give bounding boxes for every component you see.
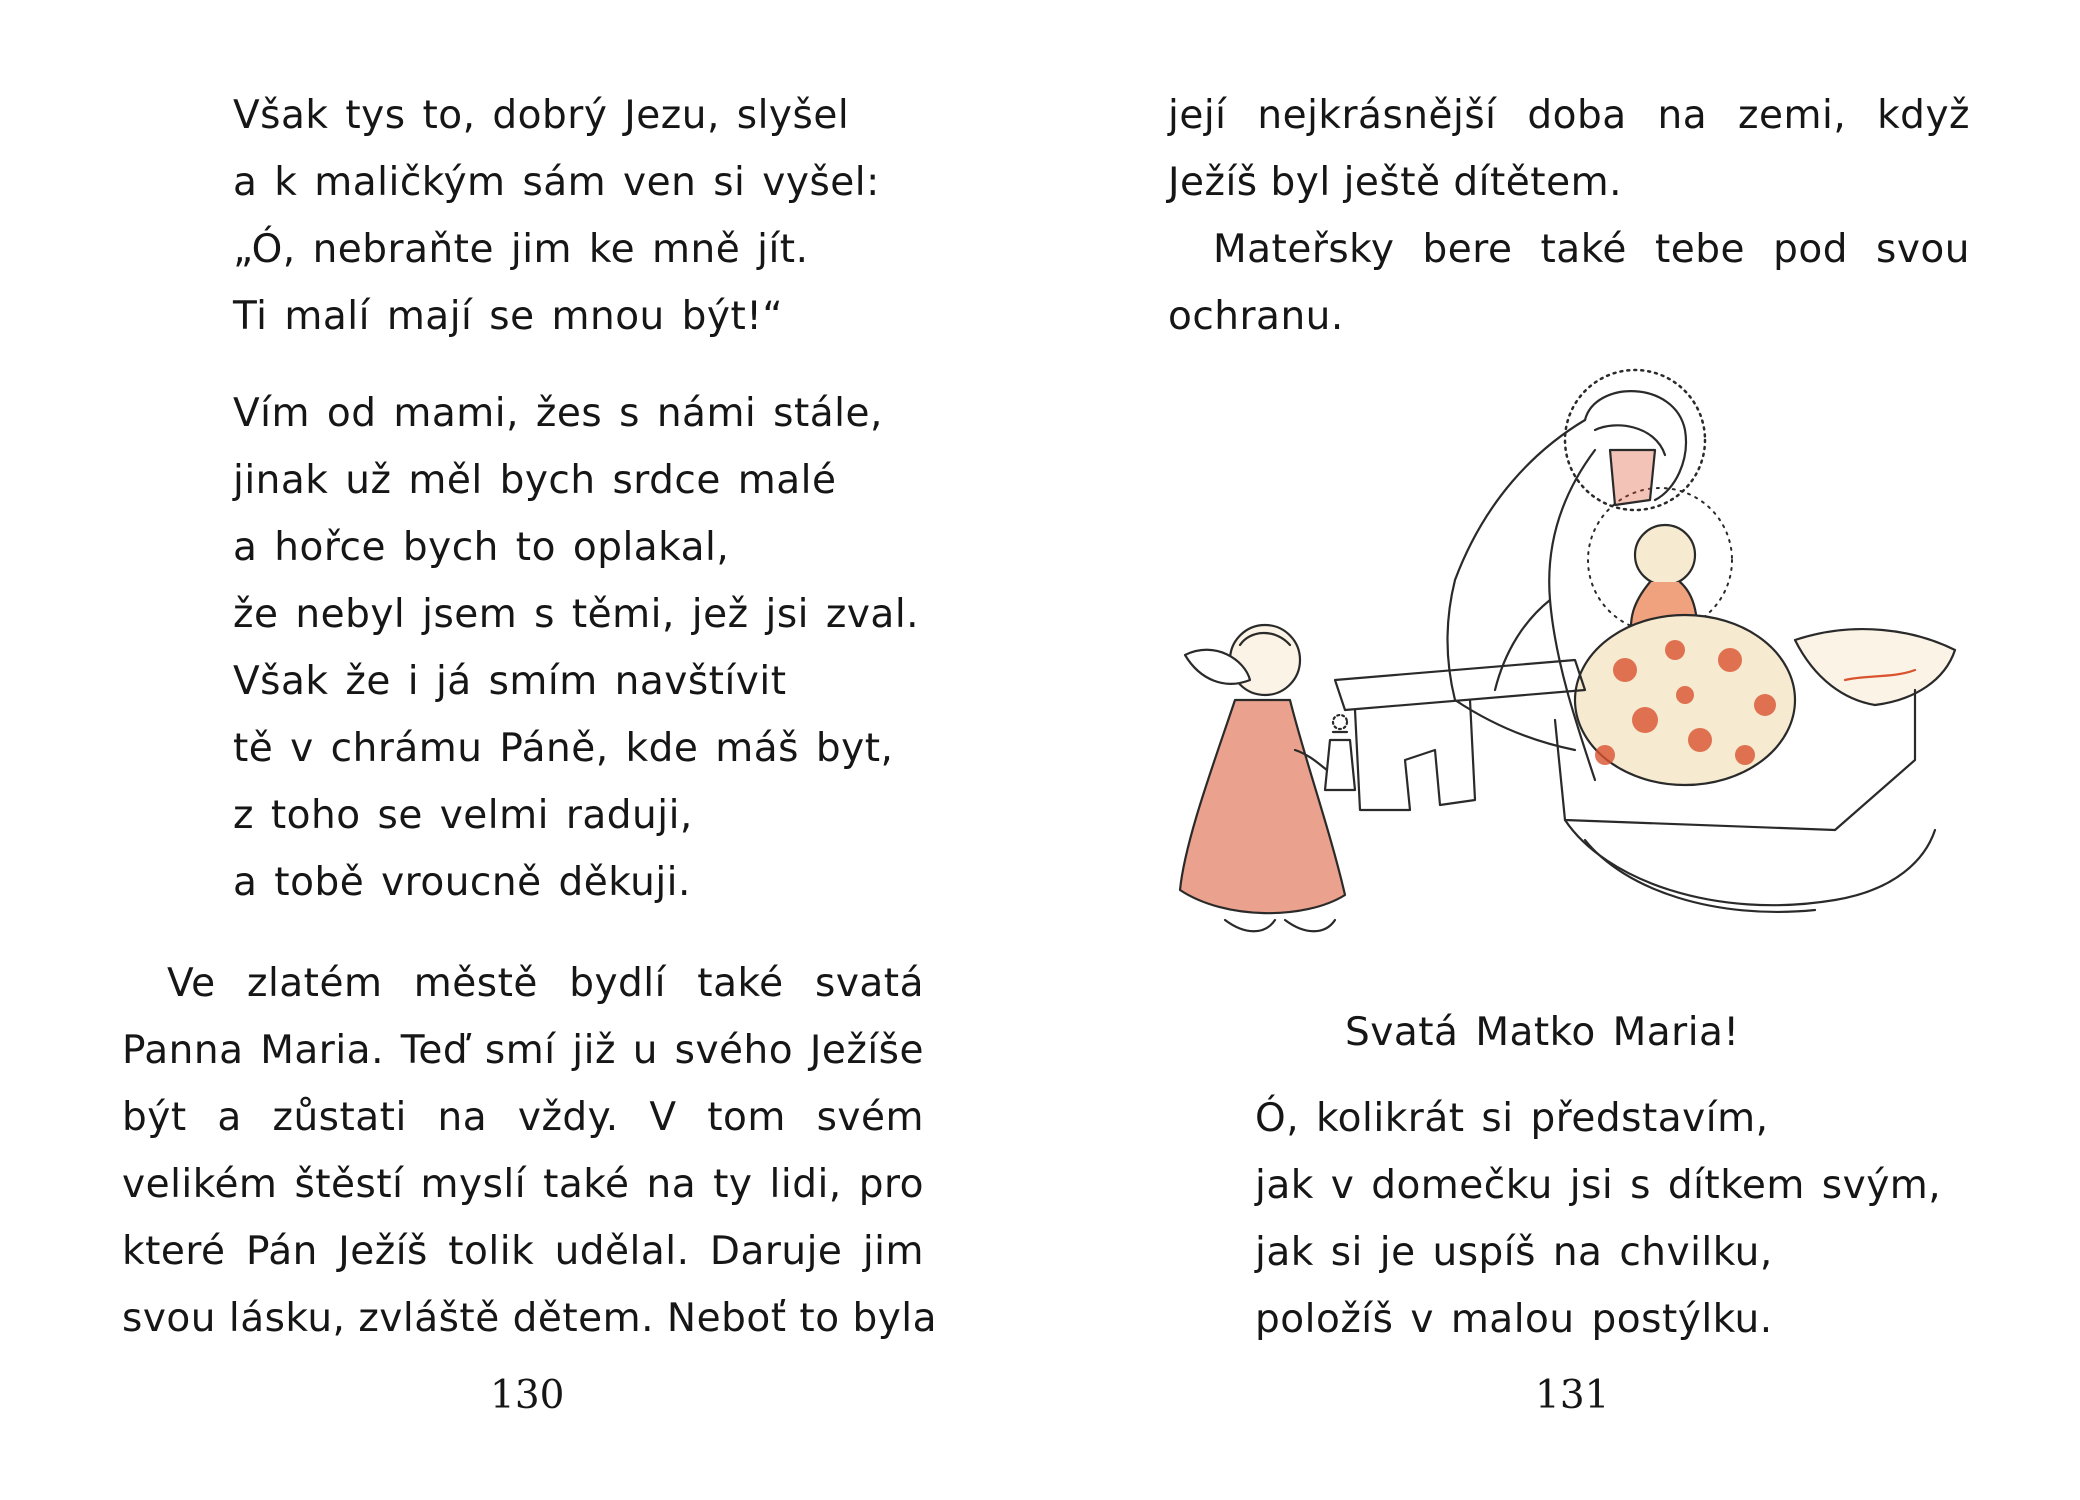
poem-line: Vím od mami, žes s námi stále, <box>233 391 883 436</box>
prose-line: Panna Maria. Teď smí již u svého Ježíše <box>122 1028 924 1073</box>
page-number: 130 <box>490 1373 565 1418</box>
prose-line: Ježíš byl ještě dítětem. <box>1168 160 1622 205</box>
poem-line: a tobě vroucně děkuji. <box>233 860 691 905</box>
prose-line: ochranu. <box>1168 294 1344 339</box>
poem-line: jinak už měl bych srdce malé <box>233 458 837 503</box>
prose-paragraph-2 <box>1168 216 1970 350</box>
prose-paragraph <box>122 950 938 1352</box>
poem-line: „Ó, nebraňte jim ke mně jít. <box>233 227 809 272</box>
poem-line: a hořce bych to oplakal, <box>233 525 730 570</box>
poem-line: Však tys to, dobrý Jezu, slyšel <box>233 93 850 138</box>
poem-stanza-1 <box>233 82 880 350</box>
page-number: 131 <box>1535 1373 1610 1418</box>
poem-line: jak si je uspíš na chvilku, <box>1255 1230 1773 1275</box>
right-page <box>1040 0 2080 1500</box>
poem-line: že nebyl jsem s těmi, jež jsi zval. <box>233 592 920 637</box>
prose-line: velikém štěstí myslí také na ty lidi, pro <box>122 1162 924 1207</box>
poem-line: jak v domečku jsi s dítkem svým, <box>1255 1163 1942 1208</box>
poem-stanza-2 <box>233 380 919 916</box>
heading: Svatá Matko Maria! <box>1345 1010 1740 1055</box>
prose-line: které Pán Ježíš tolik udělal. Daruje jim <box>122 1229 924 1274</box>
prose-line: svou lásku, zvláště dětem. Neboť to byla <box>122 1296 938 1341</box>
poem-line: položíš v malou postýlku. <box>1255 1297 1773 1342</box>
poem-line: Ti malí mají se mnou být!“ <box>233 294 784 339</box>
poem-line: Ó, kolikrát si představím, <box>1255 1096 1769 1141</box>
poem-line: a k maličkým sám ven si vyšel: <box>233 160 880 205</box>
poem-line: tě v chrámu Páně, kde máš byt, <box>233 726 894 771</box>
mary-and-child-illustration <box>1155 360 1975 960</box>
prose-line: její nejkrásnější doba na zemi, když <box>1168 93 1970 138</box>
poem-line: Však že i já smím navštívit <box>233 659 787 704</box>
prose-line: být a zůstati na vždy. V tom svém <box>122 1095 924 1140</box>
prose-paragraph-1 <box>1168 82 1970 216</box>
prose-line: Mateřsky bere také tebe pod svou <box>1213 227 1970 272</box>
poem-line: z toho se velmi raduji, <box>233 793 693 838</box>
poem-right <box>1255 1085 1941 1353</box>
prose-line: Ve zlatém městě bydlí také svatá <box>167 961 924 1006</box>
